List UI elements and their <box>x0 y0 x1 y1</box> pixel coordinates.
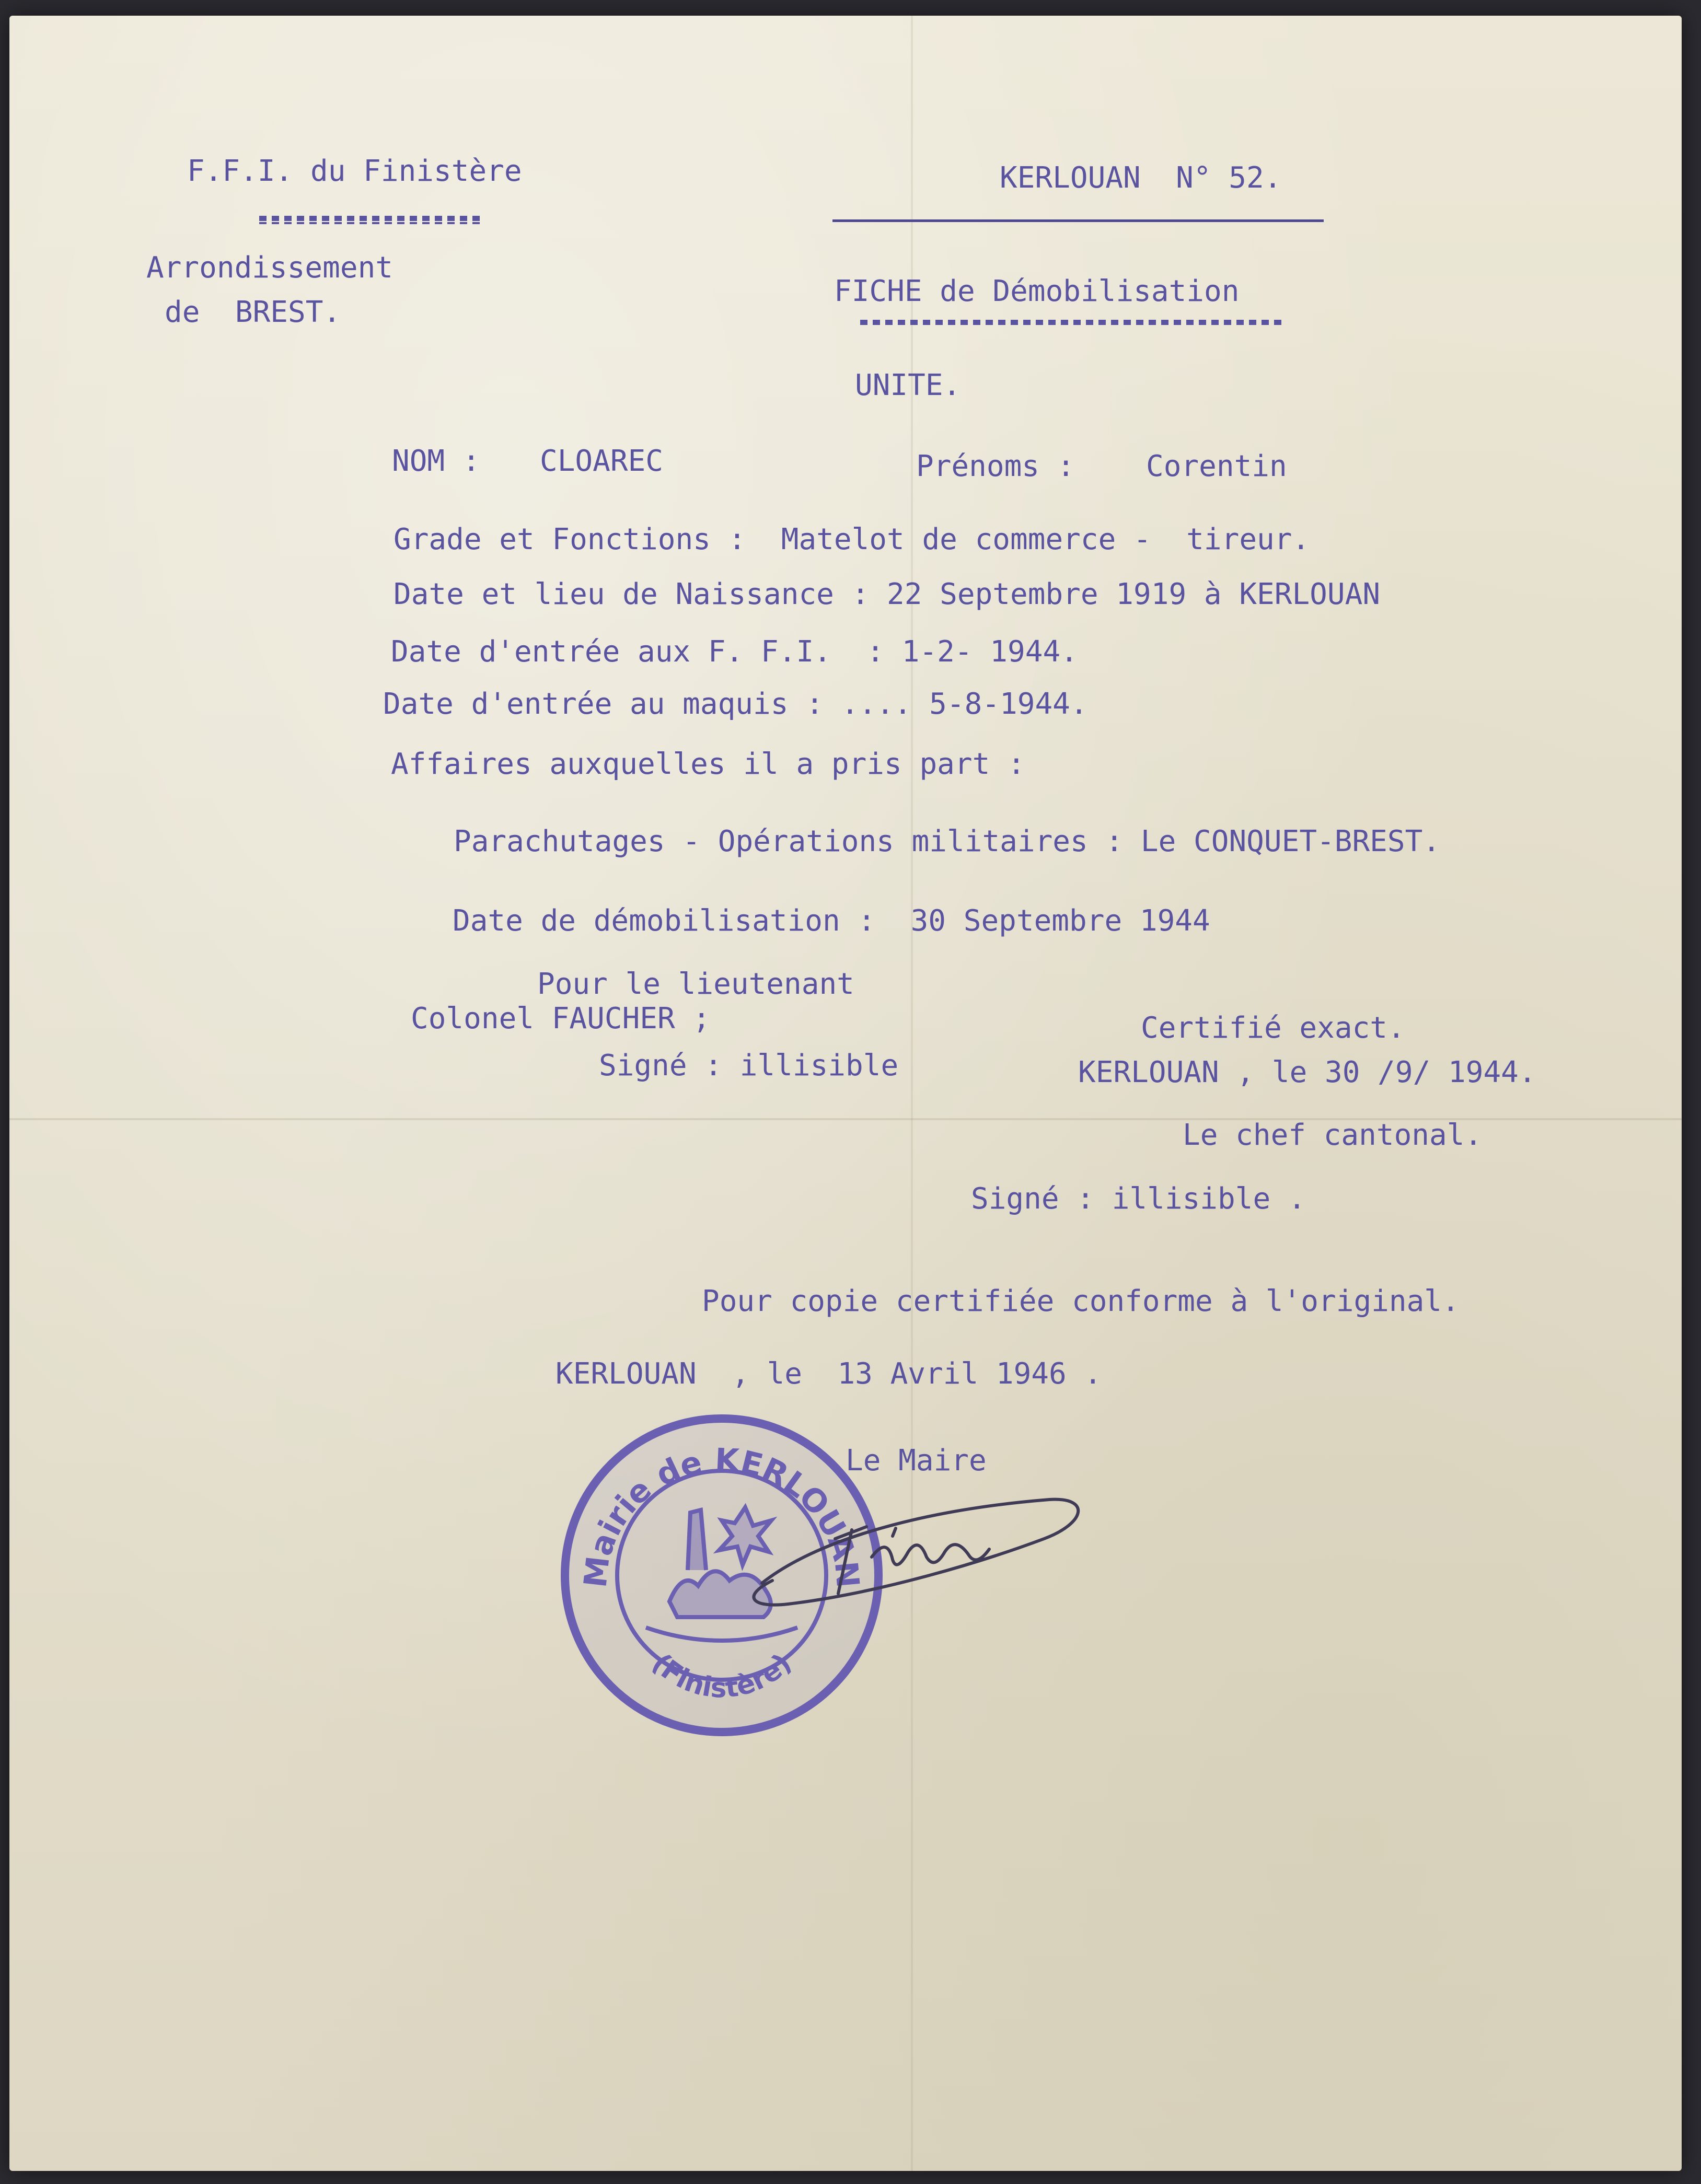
right-sig-line1: Certifié exact. <box>1141 1011 1405 1045</box>
left-sig-line2: Colonel FAUCHER ; <box>411 1002 711 1036</box>
affaires-label: Affaires auxquelles il a pris part : <box>391 747 1025 781</box>
entree-ffi: Date d'entrée aux F. F.I. : 1-2- 1944. <box>391 635 1078 669</box>
grade-fonctions: Grade et Fonctions : Matelot de commerce - tireur. <box>394 522 1310 556</box>
entree-maquis: Date d'entrée au maquis : .... 5-8-1944. <box>383 687 1088 721</box>
copie-conforme: Pour copie certifiée conforme à l'original. <box>702 1284 1460 1318</box>
nom-value: CLOAREC <box>540 444 664 478</box>
header-brest: de BREST. <box>165 295 341 329</box>
prenoms-value: Corentin <box>1146 449 1287 483</box>
left-sig-line1: Pour le lieutenant <box>537 967 854 1001</box>
prenoms-label: Prénoms : <box>916 449 1075 483</box>
right-sig-line3: Le chef cantonal. <box>1183 1118 1483 1152</box>
lieu-date: KERLOUAN , le 13 Avril 1946 . <box>556 1357 1102 1391</box>
title-divider <box>860 320 1282 325</box>
fold-line-vertical <box>911 16 913 2171</box>
naissance: Date et lieu de Naissance : 22 Septembre 1919 à KERLOUAN <box>394 577 1381 611</box>
unite-label: UNITE. <box>855 368 961 402</box>
affaires-value: Parachutages - Opérations militaires : Le CONQUET-BREST. <box>454 824 1441 858</box>
commune-number: KERLOUAN N° 52. <box>1000 161 1282 195</box>
date-demobilisation: Date de démobilisation : 30 Septembre 1944 <box>453 904 1210 938</box>
right-sig-line2: KERLOUAN , le 30 /9/ 1944. <box>1078 1055 1536 1089</box>
maire-signature <box>731 1479 1086 1620</box>
left-sig-line3: Signé : illisible <box>599 1049 899 1083</box>
document-title: FICHE de Démobilisation <box>834 274 1240 308</box>
title-top-rule <box>832 219 1324 222</box>
stamp-text-bottom: (Finistère) <box>645 1647 798 1704</box>
stamp-text-top: Mairie de KERLOUAN <box>577 1442 866 1589</box>
document-page <box>9 16 1682 2171</box>
header-arrondissement: Arrondissement <box>146 251 394 285</box>
header-ffi: F.F.I. du Finistère <box>187 154 522 188</box>
nom-label: NOM : <box>392 444 480 478</box>
right-sig-line4: Signé : illisible . <box>971 1182 1306 1216</box>
le-maire: Le Maire <box>846 1444 987 1478</box>
header-divider <box>259 216 485 221</box>
